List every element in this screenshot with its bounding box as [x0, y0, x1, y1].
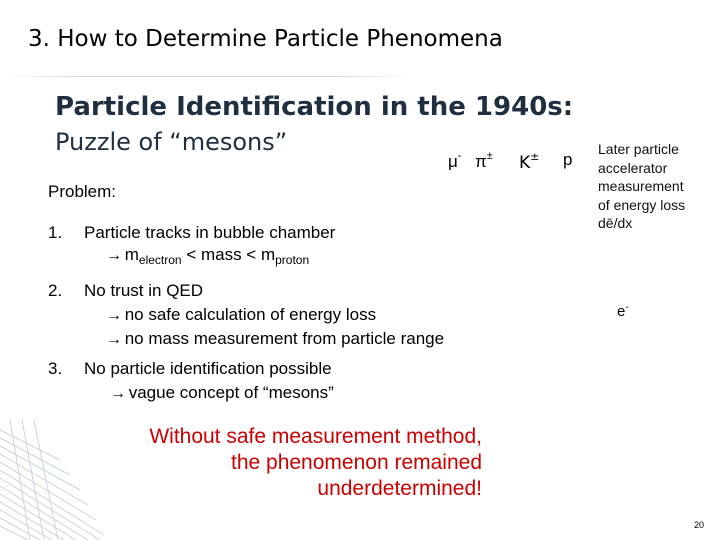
page-number: 20	[693, 520, 704, 530]
list-number: 2.	[48, 281, 63, 300]
side-note-line: accelerator	[598, 159, 668, 176]
list-item-text: No particle identification possible	[84, 359, 332, 378]
subtitle: Puzzle of “mesons”	[55, 128, 288, 156]
header-title: 3. How to Determine Particle Phenomena	[28, 26, 503, 52]
arrow-right-icon: →	[106, 247, 122, 264]
conclusion-line: Without safe measurement method,	[149, 425, 482, 448]
corner-decoration	[0, 420, 120, 540]
header-divider	[0, 76, 418, 77]
conclusion-line: underdetermined!	[317, 477, 482, 500]
side-note-line: of energy loss	[598, 196, 686, 213]
list-item-detail: → $m_{electron}$ < mass < $m_{proton}$	[106, 245, 310, 267]
arrow-right-icon: →	[106, 331, 122, 348]
list-item-text: No trust in QED	[84, 281, 204, 300]
electron-charge: -	[625, 302, 629, 313]
particle-pion	[475, 150, 493, 172]
list-item-detail: → no safe calculation of energy loss	[106, 305, 377, 324]
particle-muon	[448, 150, 461, 172]
arrow-right-icon: →	[110, 385, 126, 402]
side-note	[598, 140, 708, 233]
side-note-line: Later particle	[598, 141, 679, 157]
particle-pion-charge: ±	[486, 150, 493, 162]
main-title: Particle Identification in the 1940s:	[55, 92, 574, 122]
arrow-right-icon: →	[106, 307, 122, 324]
particle-proton	[563, 150, 572, 170]
list-item-detail: → vague concept of “mesons”	[110, 383, 334, 402]
list-item-detail: → no mass measurement from particle range	[106, 329, 445, 348]
conclusion-line: the phenomenon remained	[230, 451, 482, 474]
particle-kaon-charge: ±	[530, 150, 540, 163]
list-number: 1.	[48, 223, 63, 242]
particle-proton-symbol: p	[563, 150, 573, 169]
electron-label	[617, 302, 629, 320]
particle-muon-symbol: μ	[448, 152, 458, 171]
particle-kaon	[519, 150, 539, 173]
particle-pion-symbol: π	[475, 152, 487, 171]
list-item-text: Particle tracks in bubble chamber	[84, 223, 336, 242]
list-number: 3.	[48, 359, 63, 378]
particle-muon-charge: -	[457, 150, 462, 162]
electron-symbol: e	[617, 303, 626, 320]
particle-kaon-symbol: K	[519, 153, 531, 173]
side-note-line: dē/dx	[598, 215, 633, 231]
problem-label: Problem:	[48, 182, 117, 201]
conclusion-text	[149, 424, 482, 502]
side-note-line: measurement	[598, 178, 684, 194]
